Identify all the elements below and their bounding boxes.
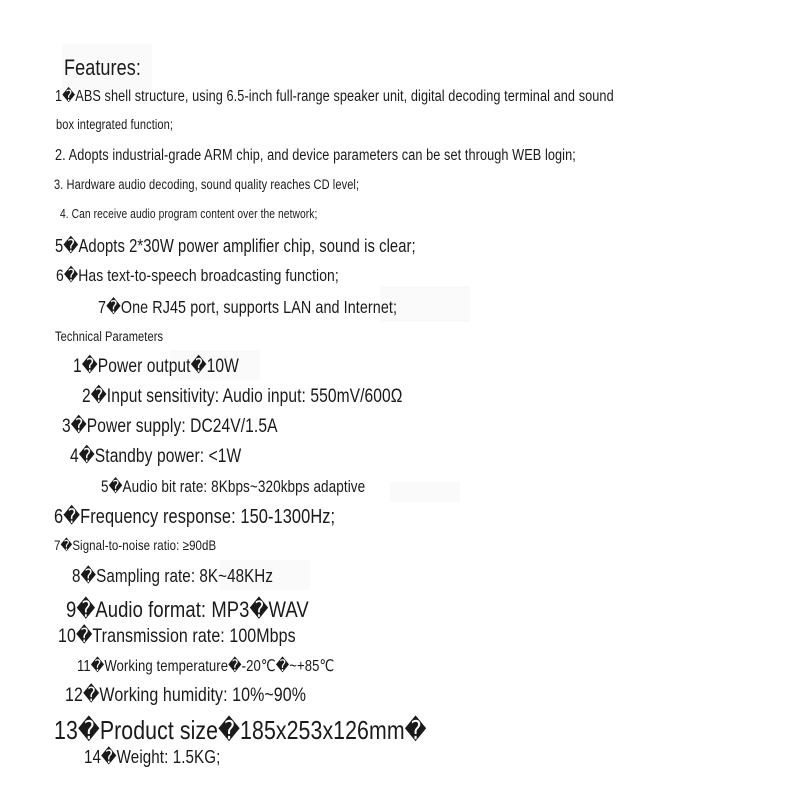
parameter-line: 14�Weight: 1.5KG; [84, 746, 221, 767]
feature-line: 3. Hardware audio decoding, sound quality reaches CD level; [54, 177, 360, 192]
feature-line: box integrated function; [56, 117, 174, 132]
parameter-line: 3�Power supply: DC24V/1.5A [62, 416, 278, 437]
feature-line: 7�One RJ45 port, supports LAN and Internet; [98, 297, 398, 317]
features-heading: Features: [64, 55, 141, 80]
parameter-line: 11�Working temperature�-20℃�~+85℃ [77, 658, 335, 675]
feature-line: 5�Adopts 2*30W power amplifier chip, sound is clear; [55, 236, 416, 256]
parameter-line: 12�Working humidity: 10%~90% [65, 684, 307, 706]
feature-line: 1�ABS shell structure, using 6.5-inch full-range speaker unit, digital decoding terminal and sound [55, 88, 614, 105]
parameter-line: 10�Transmission rate: 100Mbps [58, 625, 296, 647]
feature-line: 4. Can receive audio program content over the network; [60, 207, 318, 221]
feature-line: 2. Adopts industrial-grade ARM chip, and device parameters can be set through WEB login; [55, 147, 576, 164]
parameter-line: 9�Audio format: MP3�WAV [66, 597, 309, 622]
parameter-line: 5�Audio bit rate: 8Kbps~320kbps adaptive [101, 478, 366, 496]
parameter-line: 2�Input sensitivity: Audio input: 550mV/600Ω [82, 386, 403, 407]
parameter-line: 13�Product size�185x253x126mm� [54, 715, 427, 745]
parameter-line: 8�Sampling rate: 8K~48KHz [72, 565, 274, 586]
feature-line: 6�Has text-to-speech broadcasting function; [56, 266, 339, 285]
background-smudge [390, 482, 460, 502]
parameter-line: 6�Frequency response: 150-1300Hz; [54, 506, 336, 528]
parameter-line: 7�Signal-to-noise ratio: ≥90dB [54, 537, 217, 553]
technical-heading: Technical Parameters [55, 329, 164, 344]
parameter-line: 1�Power output�10W [73, 356, 239, 377]
parameter-line: 4�Standby power: <1W [70, 446, 242, 467]
